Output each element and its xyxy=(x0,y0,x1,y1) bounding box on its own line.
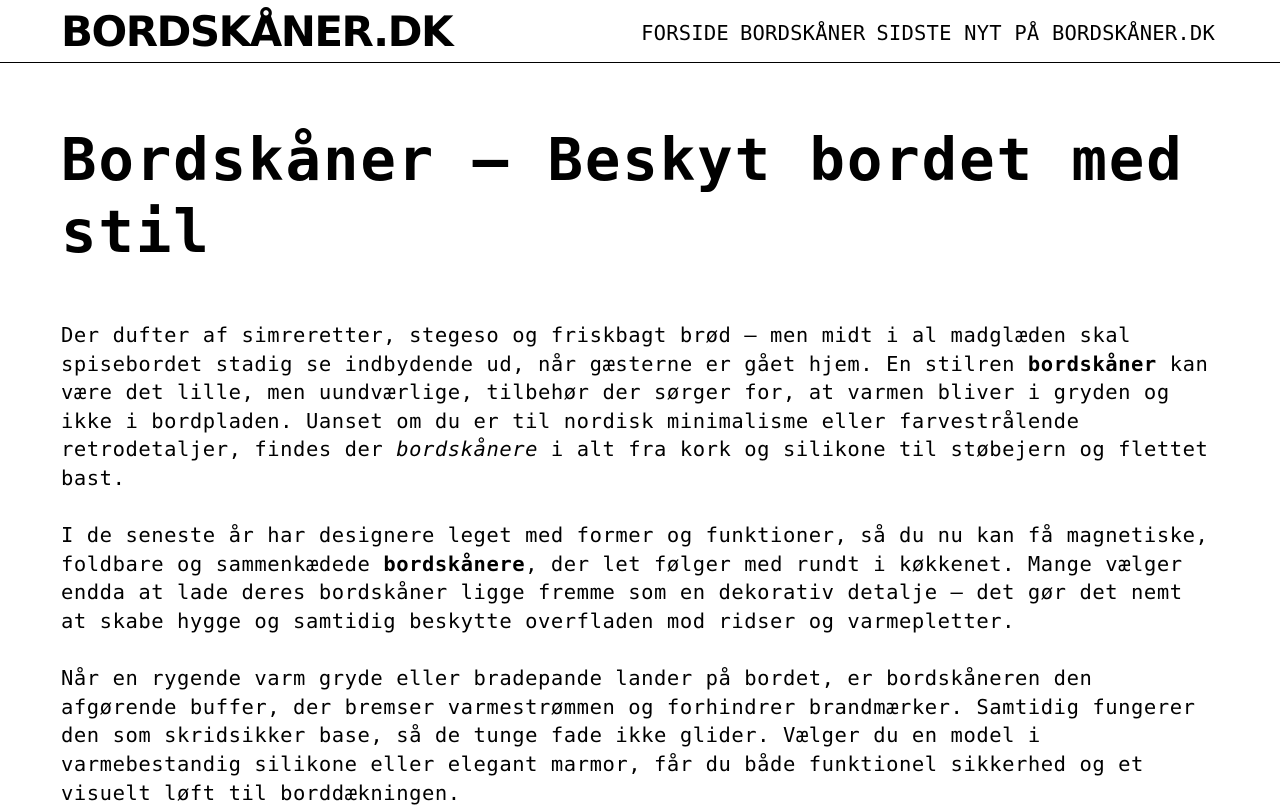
paragraph-text: i alt fra kork og silikone til støbejern og flettet bast. xyxy=(61,437,1209,490)
bold-keyword: bordskåner xyxy=(1027,351,1157,376)
paragraph-function xyxy=(61,664,1221,807)
site-logo-link[interactable]: BORDSKÅNER.DK xyxy=(61,7,453,56)
bold-keyword: bordskånere xyxy=(383,551,526,576)
italic-keyword: bordskånere xyxy=(396,437,539,462)
paragraph-intro xyxy=(61,321,1221,493)
paragraph-text: I de seneste år har designere leget med former og funktioner, så du nu kan få magnetiske, foldbare og sammenkædede xyxy=(61,523,1209,576)
paragraph-text: Der dufter af simreretter, stegeso og friskbagt brød – men midt i al madglæden skal spisebordet stadig se indbydende ud, når gæsterne er gået hjem. En stilren xyxy=(61,323,1132,376)
article-content xyxy=(61,124,1221,807)
nav-link-sidste-nyt[interactable]: SIDSTE NYT PÅ BORDSKÅNER.DK xyxy=(876,21,1215,45)
page-title: Bordskåner – Beskyt bordet med stil xyxy=(61,125,1184,266)
nav-link-forside[interactable]: FORSIDE xyxy=(641,21,729,45)
paragraph-text: , der let følger med rundt i køkkenet. Mange vælger endda at lade deres bordskåner ligge fremme som en dekorativ detalje – det gør det nemt at skabe hygge og samtidig beskytte overfladen mod ridser og varmepletter. xyxy=(61,551,1183,633)
site-header xyxy=(0,0,1280,63)
nav-link-bordskaner[interactable]: BORDSKÅNER xyxy=(739,21,866,45)
paragraph-design xyxy=(61,521,1221,635)
paragraph-text: Når en rygende varm gryde eller bradepande lander på bordet, er bordskåneren den afgørende buffer, der bremser varmestrømmen og forhindrer brandmærker. Samtidig fungerer den som skridsikker base, så de tunge fade ikke glider. Vælger du en model i varmebestandig silikone eller elegant marmor, får du både funktionel sikkerhed og et visuelt løft til borddækningen. xyxy=(61,666,1196,805)
paragraph-text: kan være det lille, men uundværlige, tilbehør der sørger for, at varmen bliver i gryden og ikke i bordpladen. Uanset om du er til nordisk minimalisme eller farvestrålende retrodetaljer, findes der xyxy=(61,351,1209,462)
main-nav xyxy=(641,19,1215,47)
